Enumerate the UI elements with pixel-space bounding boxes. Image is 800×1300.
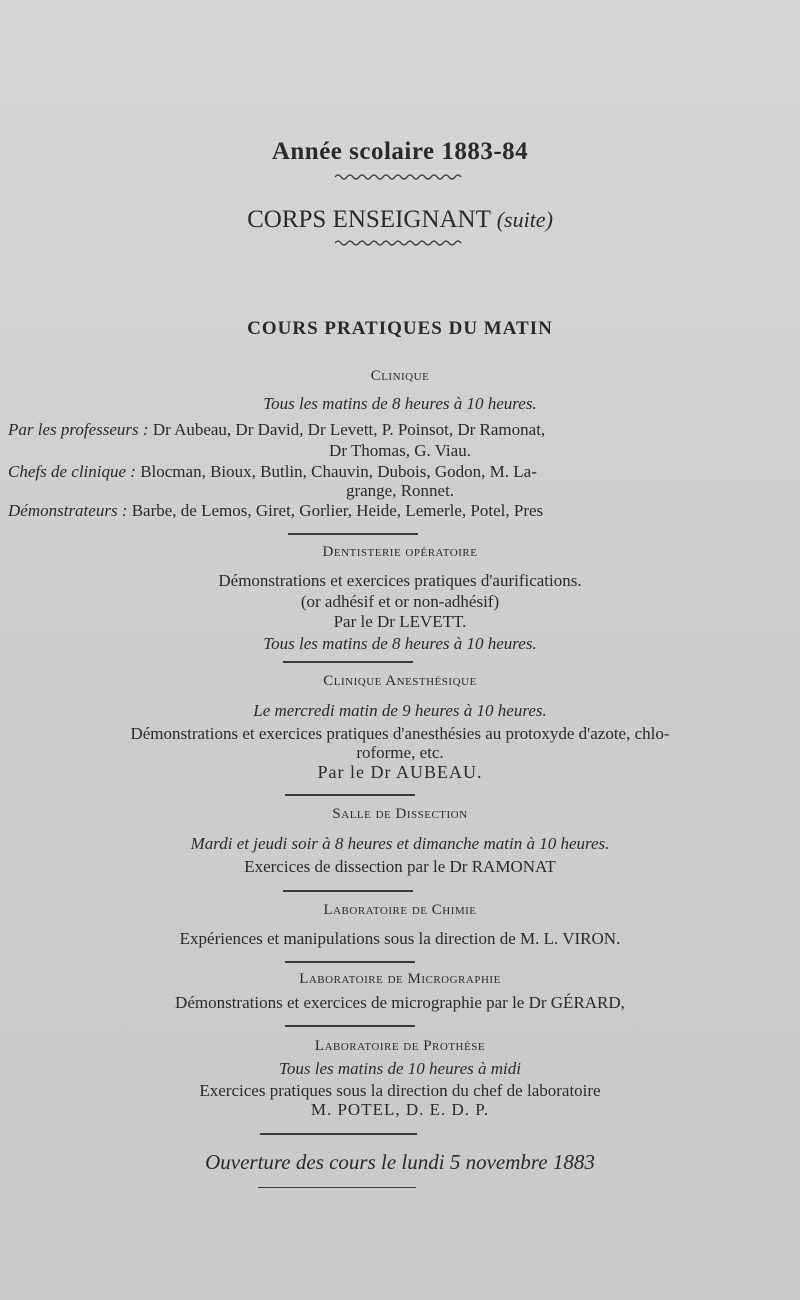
clinique-heading: Clinique	[370, 368, 430, 384]
corps-enseignant-title	[0, 206, 800, 234]
ornament-squiggle	[0, 172, 800, 182]
divider	[285, 961, 415, 963]
chefs-label: Chefs de clinique :	[8, 462, 136, 481]
anesthesique-heading: Clinique Anesthésique	[323, 673, 477, 689]
dentisterie-schedule: Tous les matins de 8 heures à 10 heures.	[263, 634, 537, 653]
divider	[283, 890, 413, 892]
anesthesique-line3: Par le Dr AUBEAU.	[317, 762, 483, 782]
chimie-line1: Expériences et manipulations sous la direction de M. L. VIRON.	[179, 929, 621, 948]
divider	[260, 1133, 417, 1135]
clinique-demo-line	[8, 501, 543, 521]
profs-names-cont: Dr Thomas, G. Viau.	[329, 441, 471, 460]
year-title: Année scolaire 1883-84	[271, 138, 529, 165]
dissection-schedule: Mardi et jeudi soir à 8 heures et dimanche matin à 10 heures.	[190, 834, 610, 853]
ornament-squiggle	[0, 238, 800, 248]
dissection-line1: Exercices de dissection par le Dr RAMONAT	[244, 857, 556, 876]
prothese-line1: Exercices pratiques sous la direction du chef de laboratoire	[199, 1081, 601, 1100]
dentisterie-line3: Par le Dr LEVETT.	[333, 612, 467, 631]
section-title: COURS PRATIQUES DU MATIN	[247, 318, 553, 339]
clinique-chefs-line	[8, 462, 537, 482]
dentisterie-line1: Démonstrations et exercices pratiques d'aurifications.	[218, 571, 582, 590]
divider	[285, 1025, 415, 1027]
divider	[285, 794, 415, 796]
demo-names: Barbe, de Lemos, Giret, Gorlier, Heide, Lemerle, Potel, Pres	[131, 501, 544, 520]
micrographie-line1: Démonstrations et exercices de micrographie par le Dr GÉRARD,	[175, 993, 625, 1012]
demo-label: Démonstrateurs :	[8, 501, 128, 520]
profs-label: Par les professeurs :	[8, 420, 149, 439]
prothese-heading: Laboratoire de Prothèse	[314, 1038, 486, 1054]
ouverture-line: Ouverture des cours le lundi 5 novembre 1883	[205, 1150, 595, 1174]
divider	[258, 1187, 416, 1188]
chefs-names: Blocman, Bioux, Butlin, Chauvin, Dubois, Godon, M. La-	[140, 462, 537, 481]
divider	[283, 661, 413, 663]
anesthesique-line2: roforme, etc.	[356, 743, 444, 762]
suite-label: (suite)	[496, 207, 553, 232]
dissection-heading: Salle de Dissection	[332, 806, 468, 822]
prothese-schedule: Tous les matins de 10 heures à midi	[279, 1059, 521, 1078]
profs-names: Dr Aubeau, Dr David, Dr Levett, P. Poinsot, Dr Ramonat,	[152, 420, 546, 439]
clinique-profs-line	[8, 420, 545, 440]
chefs-names-cont: grange, Ronnet.	[345, 481, 455, 500]
anesthesique-line1: Démonstrations et exercices pratiques d'anesthésies au protoxyde d'azote, chlo-	[130, 724, 670, 743]
anesthesique-schedule: Le mercredi matin de 9 heures à 10 heures.	[253, 701, 547, 720]
micrographie-heading: Laboratoire de Micrographie	[299, 971, 501, 987]
corps-label: CORPS ENSEIGNANT	[247, 206, 491, 233]
chimie-heading: Laboratoire de Chimie	[323, 902, 477, 918]
dentisterie-line2: (or adhésif et or non-adhésif)	[300, 592, 500, 611]
prothese-line2: M. POTEL, D. E. D. P.	[310, 1100, 490, 1119]
clinique-schedule: Tous les matins de 8 heures à 10 heures.	[263, 394, 537, 413]
dentisterie-heading: Dentisterie opératoire	[322, 544, 478, 560]
divider	[288, 533, 418, 535]
